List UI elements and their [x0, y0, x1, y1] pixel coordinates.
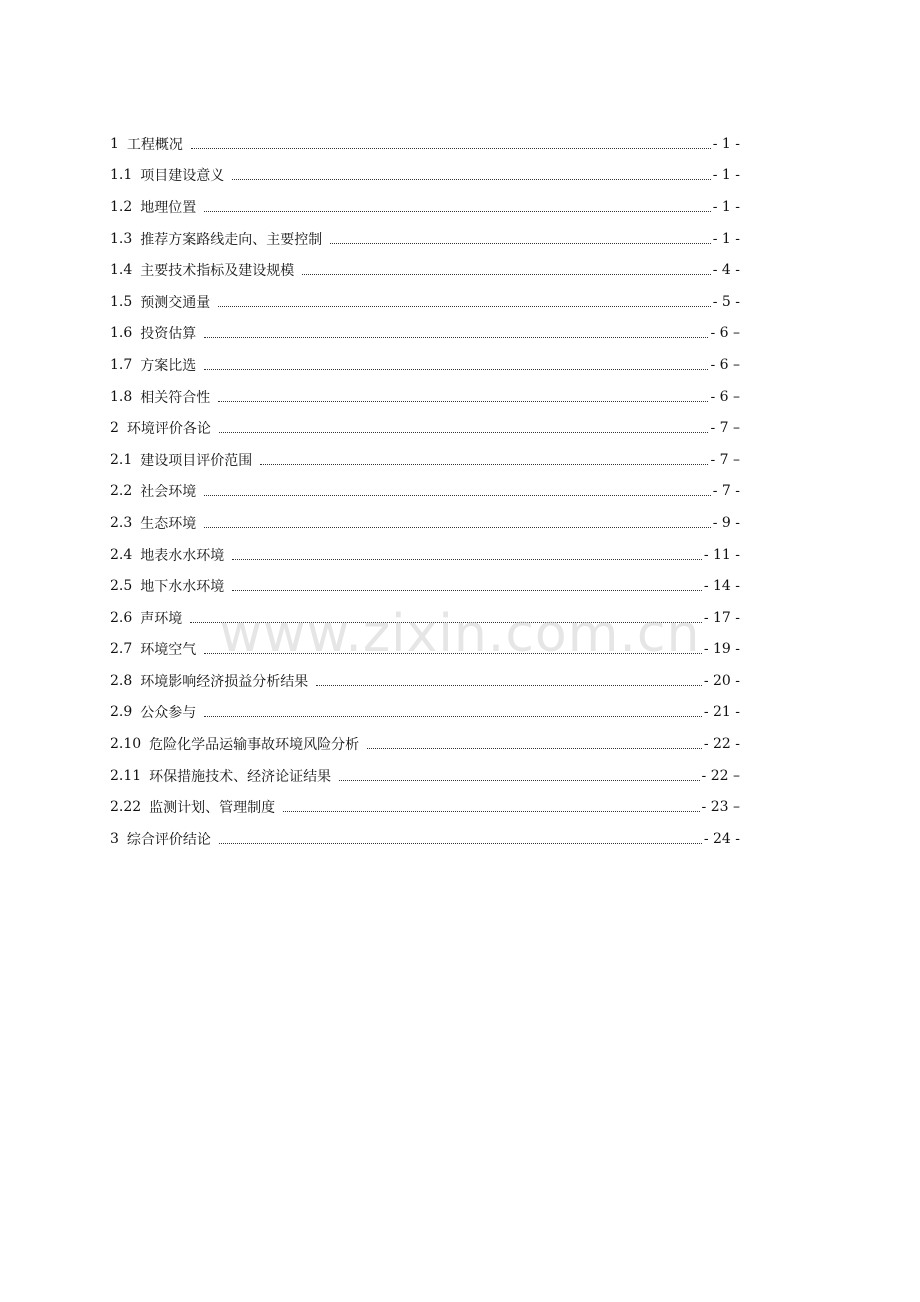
toc-entry[interactable] — [110, 634, 740, 666]
toc-title: 预测交通量 — [140, 294, 211, 311]
toc-title: 生态环境 — [140, 515, 197, 532]
toc-title: 环境评价各论 — [126, 421, 211, 438]
toc-leader — [339, 779, 699, 781]
toc-number: 1.1 — [110, 167, 133, 184]
toc-page-number: - 7 – — [710, 420, 740, 437]
toc-leader — [302, 273, 710, 275]
toc-number: 1.4 — [110, 262, 133, 279]
toc-title: 公众参与 — [140, 705, 197, 722]
toc-page-number: - 20 - — [703, 672, 740, 689]
toc-page-number: - 22 - — [703, 736, 740, 753]
toc-number: 2.9 — [110, 704, 133, 721]
toc-page-number: - 24 - — [703, 830, 740, 847]
toc-number: 2.2 — [110, 483, 133, 500]
toc-entry[interactable] — [110, 602, 740, 634]
toc-page-number: - 1 - — [712, 198, 740, 215]
toc-number: 2.10 — [110, 736, 142, 753]
toc-number: 2 — [110, 420, 119, 437]
toc-page-number: - 5 - — [712, 293, 740, 310]
toc-leader — [204, 210, 710, 212]
toc-page-number: - 6 – — [710, 356, 740, 373]
toc-leader — [204, 652, 702, 654]
toc-leader — [232, 589, 702, 591]
toc-title: 地表水水环境 — [140, 547, 225, 564]
toc-entry[interactable] — [110, 665, 740, 697]
toc-number: 2.5 — [110, 578, 133, 595]
toc-page-number: - 11 - — [703, 546, 740, 563]
toc-number: 2.1 — [110, 451, 133, 468]
toc-title: 环境影响经济损益分析结果 — [140, 673, 309, 690]
toc-entry[interactable] — [110, 254, 740, 286]
toc-number: 1 — [110, 135, 119, 152]
toc-title: 综合评价结论 — [126, 831, 211, 848]
toc-entry[interactable] — [110, 823, 740, 855]
toc-page-number: - 7 – — [710, 451, 740, 468]
toc-page-number: - 19 - — [703, 641, 740, 658]
toc-page-number: - 4 - — [712, 262, 740, 279]
toc-title: 环保措施技术、经济论证结果 — [149, 768, 332, 785]
toc-title: 方案比选 — [140, 357, 197, 374]
toc-leader — [191, 147, 711, 149]
toc-title: 监测计划、管理制度 — [149, 800, 276, 817]
toc-entry[interactable] — [110, 160, 740, 192]
toc-leader — [204, 494, 710, 496]
toc-title: 相关符合性 — [140, 389, 211, 406]
toc-leader — [190, 621, 702, 623]
toc-entry[interactable] — [110, 507, 740, 539]
toc-title: 地下水水环境 — [140, 579, 225, 596]
toc-page-number: - 9 - — [712, 514, 740, 531]
toc-entry[interactable] — [110, 223, 740, 255]
toc-leader — [232, 558, 702, 560]
toc-title: 声环境 — [140, 610, 183, 627]
toc-number: 1.8 — [110, 388, 133, 405]
toc-entry[interactable] — [110, 697, 740, 729]
toc-leader — [204, 336, 708, 338]
toc-entry[interactable] — [110, 570, 740, 602]
toc-entry[interactable] — [110, 539, 740, 571]
toc-page-number: - 23 – — [701, 799, 740, 816]
toc-number: 2.4 — [110, 546, 133, 563]
toc-entry[interactable] — [110, 318, 740, 350]
toc-leader — [367, 747, 702, 749]
toc-entry[interactable] — [110, 191, 740, 223]
toc-title: 投资估算 — [140, 326, 197, 343]
toc-page-number: - 21 - — [703, 704, 740, 721]
toc-title: 主要技术指标及建设规模 — [140, 263, 295, 280]
toc-title: 建设项目评价范围 — [140, 452, 253, 469]
toc-leader — [218, 400, 708, 402]
toc-leader — [204, 526, 710, 528]
toc-number: 1.6 — [110, 325, 133, 342]
toc-entry[interactable] — [110, 286, 740, 318]
toc-title: 推荐方案路线走向、主要控制 — [140, 231, 323, 248]
toc-number: 2.22 — [110, 799, 142, 816]
toc-number: 3 — [110, 830, 119, 847]
toc-leader — [219, 842, 702, 844]
toc-title: 社会环境 — [140, 484, 197, 501]
toc-page-number: - 14 - — [703, 578, 740, 595]
toc-title: 地理位置 — [140, 199, 197, 216]
toc-page-number: - 22 – — [701, 767, 740, 784]
toc-leader — [204, 368, 708, 370]
toc-leader — [218, 305, 710, 307]
toc-number: 2.3 — [110, 514, 133, 531]
toc-leader — [232, 178, 710, 180]
toc-number: 2.6 — [110, 609, 133, 626]
toc-number: 1.3 — [110, 230, 133, 247]
toc-leader — [204, 715, 702, 717]
toc-entry[interactable] — [110, 349, 740, 381]
toc-leader — [283, 810, 699, 812]
toc-entry[interactable] — [110, 412, 740, 444]
toc-page-number: - 17 - — [703, 609, 740, 626]
toc-entry[interactable] — [110, 476, 740, 508]
toc-page-number: - 1 - — [712, 167, 740, 184]
toc-page-number: - 1 - — [712, 135, 740, 152]
toc-number: 2.11 — [110, 767, 142, 784]
toc-leader — [219, 431, 709, 433]
toc-number: 1.2 — [110, 198, 133, 215]
toc-title: 工程概况 — [126, 136, 183, 153]
toc-entry[interactable] — [110, 444, 740, 476]
toc-title: 项目建设意义 — [140, 168, 225, 185]
toc-entry[interactable] — [110, 381, 740, 413]
toc-number: 1.5 — [110, 293, 133, 310]
toc-title: 环境空气 — [140, 642, 197, 659]
toc-page-number: - 6 – — [710, 325, 740, 342]
toc-leader — [260, 463, 708, 465]
toc-page-number: - 6 – — [710, 388, 740, 405]
toc-leader — [330, 242, 710, 244]
toc-entry[interactable] — [110, 791, 740, 823]
table-of-contents — [110, 128, 740, 855]
toc-entry[interactable] — [110, 760, 740, 792]
toc-number: 2.8 — [110, 672, 133, 689]
toc-number: 1.7 — [110, 356, 133, 373]
toc-entry[interactable] — [110, 128, 740, 160]
toc-page-number: - 1 - — [712, 230, 740, 247]
toc-leader — [316, 684, 702, 686]
watermark: www.zixin.com.cn — [219, 604, 701, 664]
toc-number: 2.7 — [110, 641, 133, 658]
toc-title: 危险化学品运输事故环境风险分析 — [149, 737, 360, 754]
toc-entry[interactable] — [110, 728, 740, 760]
toc-page-number: - 7 - — [712, 483, 740, 500]
